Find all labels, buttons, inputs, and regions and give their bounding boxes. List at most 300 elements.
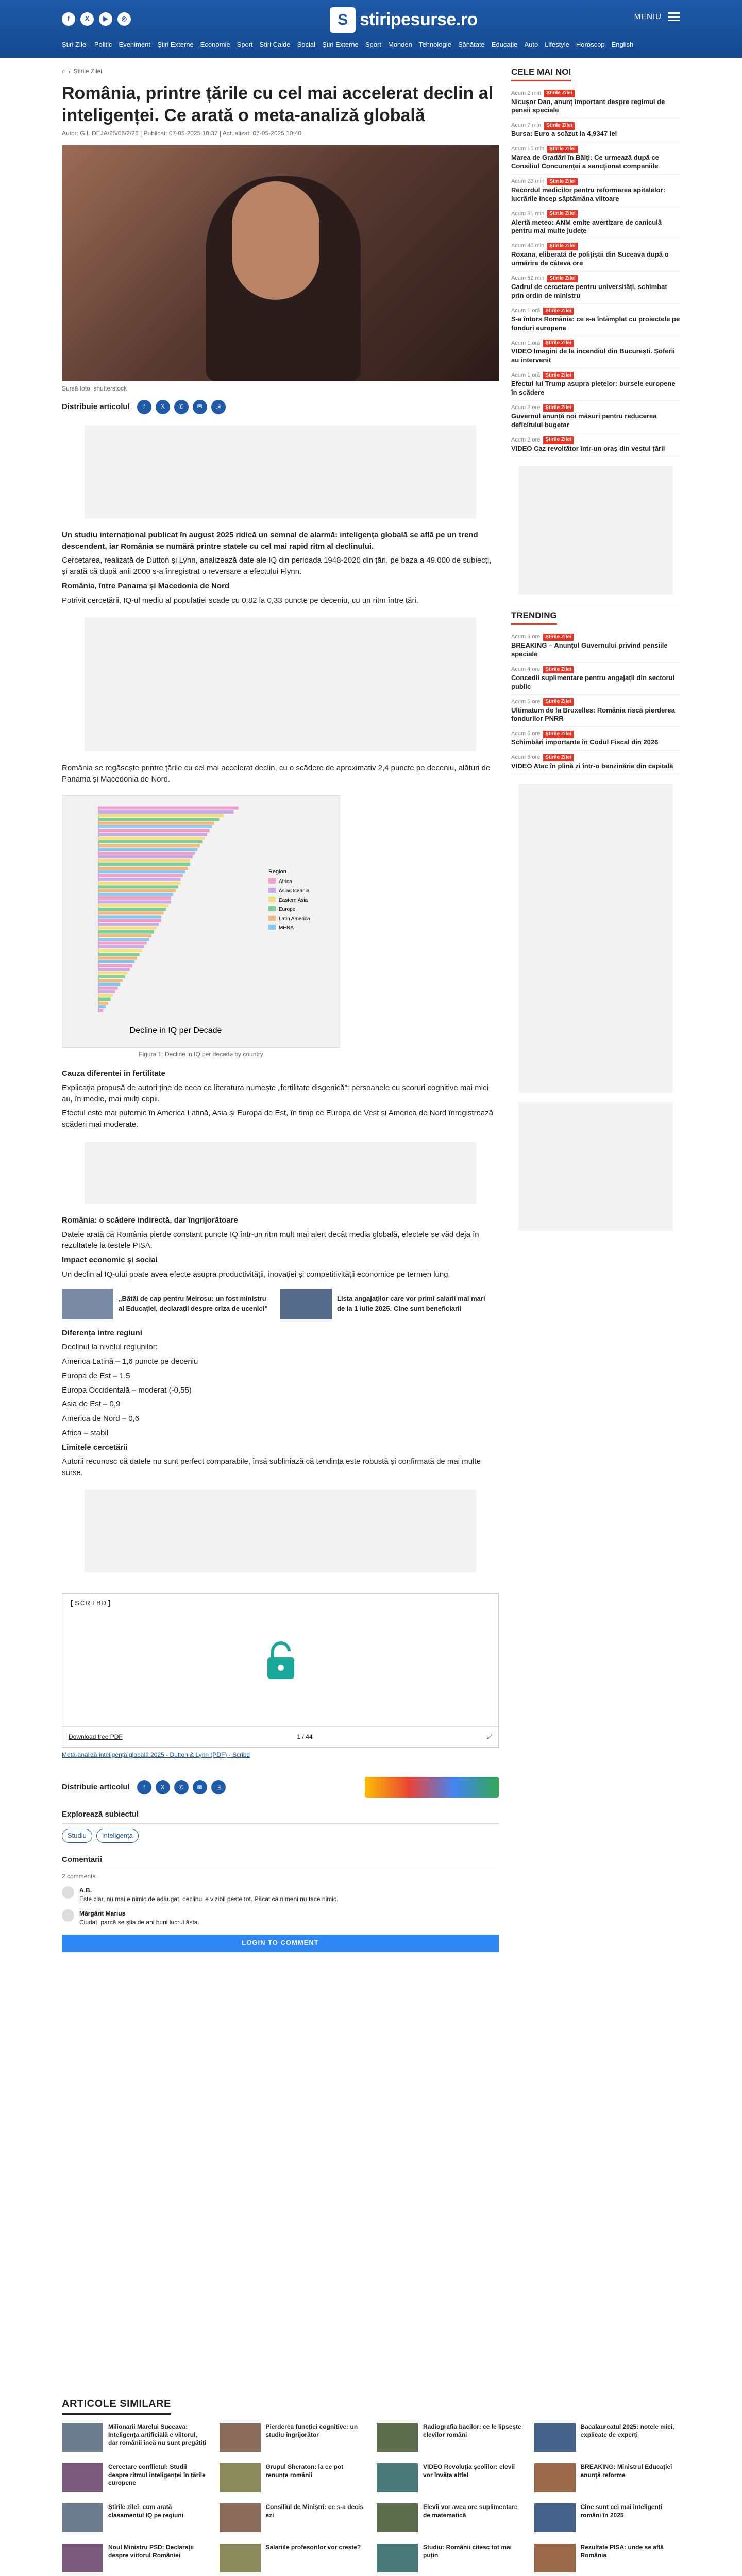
news-time: Acum 31 min — [511, 210, 545, 217]
nav-item[interactable]: Horoscop — [576, 41, 605, 48]
news-time: Acum 7 min — [511, 122, 542, 129]
news-time: Acum 1 oră — [511, 307, 541, 314]
site-logo[interactable] — [330, 7, 478, 33]
comment-text: Este clar, nu mai e nimic de adăugat, declinul e vizibil peste tot. Păcat că nimeni nu face nimic. — [79, 1895, 339, 1903]
sidebar-news-item[interactable] — [511, 401, 680, 433]
ad-slot — [85, 1490, 476, 1572]
link-share-icon[interactable]: ⎘ — [211, 1780, 226, 1794]
sidebar-news-item[interactable] — [511, 663, 680, 695]
similar-article[interactable] — [62, 2423, 208, 2452]
similar-article[interactable] — [62, 2503, 208, 2532]
sidebar-news-item[interactable] — [511, 272, 680, 304]
whatsapp-share-icon[interactable]: ✆ — [174, 1780, 189, 1794]
region-item: Asia de Est – 0,9 — [62, 1400, 121, 1409]
chart-bar — [98, 934, 151, 937]
nav-item[interactable]: Știri Externe — [322, 41, 359, 48]
news-time: Acum 52 min — [511, 275, 545, 282]
chart-legend-swatch — [268, 925, 276, 930]
news-tag: Știrile Zilei — [543, 634, 574, 641]
chart-bar — [98, 975, 125, 978]
news-time: Acum 15 min — [511, 146, 545, 152]
chart-bar — [98, 1009, 103, 1012]
similar-thumbnail — [62, 2423, 103, 2452]
chart-bar — [98, 930, 154, 933]
news-tag: Știrile Zilei — [543, 404, 574, 412]
sidebar-news-item[interactable] — [511, 304, 680, 336]
sidebar-news-item[interactable] — [511, 433, 680, 457]
news-title: VIDEO Imagini de la incendiul din București. Șoferii au intervenit — [511, 347, 675, 364]
latest-news-title: CELE MAI NOI — [511, 66, 571, 81]
chart-bar — [98, 855, 193, 858]
article-paragraph: Un declin al IQ-ului poate avea efecte asupra productivității, inovației și competitivității economice pe termen lung. — [62, 1269, 450, 1279]
similar-title: Milionarii Marelui Suceava: Inteligența artificială e viitorul, dar românii încă nu sunt pregătiți — [108, 2423, 207, 2447]
sidebar-news-item[interactable] — [511, 87, 680, 119]
chart-bar — [98, 837, 205, 840]
similar-thumbnail — [377, 2463, 418, 2492]
similar-article[interactable] — [377, 2423, 523, 2452]
chart-legend-swatch — [268, 897, 276, 902]
chart-bar — [98, 900, 171, 903]
chart-bar — [98, 814, 224, 817]
similar-thumbnail — [534, 2423, 576, 2452]
article-paragraph: Declinul la nivelul regiunilor: — [62, 1343, 158, 1352]
chart-bar — [98, 818, 219, 821]
region-item: Africa – stabil — [62, 1428, 109, 1437]
menu-button[interactable] — [634, 10, 680, 23]
article-paragraph: Autorii recunosc că datele nu sunt perfect comparabile, însă subliniază că tendința este robustă și confirmată de mai multe surse. — [62, 1457, 481, 1478]
article-paragraph: Efectul este mai puternic în America Latină, Asia și Europa de Est, în timp ce Europa de Vest și America de Nord înregistrează scăderi mai moderate. — [62, 1109, 494, 1129]
chart-bar — [98, 825, 212, 828]
news-time: Acum 5 ore — [511, 698, 541, 705]
similar-article[interactable] — [220, 2544, 366, 2572]
share-bar — [62, 400, 499, 414]
region-item: Europa de Est – 1,5 — [62, 1371, 130, 1380]
chart-x-label: Decline in IQ per Decade — [129, 1026, 222, 1035]
chart-bar — [98, 938, 149, 941]
sidebar-news-item[interactable] — [511, 336, 680, 369]
chart-bar — [98, 915, 161, 918]
news-tag: Știrile Zilei — [543, 436, 574, 444]
similar-title: Cine sunt cei mai inteligenți români în 2025 — [580, 2503, 663, 2519]
similar-thumbnail — [377, 2503, 418, 2532]
latest-news-list — [511, 87, 680, 457]
similar-thumbnail — [377, 2544, 418, 2572]
twitter-share-icon[interactable]: X — [156, 1780, 170, 1794]
article-subheading: Impact economic și social — [62, 1256, 158, 1265]
similar-thumbnail — [534, 2463, 576, 2492]
similar-thumbnail — [62, 2503, 103, 2532]
nav-item[interactable]: Stiri Calde — [259, 41, 291, 48]
chart-bar — [98, 810, 234, 814]
news-title: Efectul lui Trump asupra piețelor: bursele europene în scădere — [511, 380, 676, 397]
article-column — [62, 58, 499, 1952]
similar-title: ARTICOLE SIMILARE — [62, 2397, 171, 2415]
sidebar-news-item[interactable] — [511, 207, 680, 240]
chart-bar — [98, 896, 171, 900]
news-time: Acum 3 ore — [511, 634, 541, 640]
news-tag: Știrile Zilei — [547, 210, 578, 218]
news-title: Recordul medicilor pentru reformarea spitalelor: lucrările încep săptămâna viitoare — [511, 185, 666, 202]
similar-thumbnail — [534, 2503, 576, 2532]
comments-title: Comentarii — [62, 1854, 499, 1869]
nav-item[interactable]: Politic — [94, 41, 112, 48]
breadcrumb-separator: / — [69, 67, 71, 75]
chart-bar — [98, 882, 180, 885]
similar-article[interactable] — [534, 2544, 681, 2572]
latest-news-widget — [511, 66, 680, 456]
chart-bar — [98, 997, 110, 1001]
inline-link-thumbnail — [62, 1289, 113, 1319]
news-title: Marea de Gradări în Bălți: Ce urmează după ce Consiliul Concurenței a sancționat companiile — [511, 154, 659, 171]
region-item: America de Nord – 0,6 — [62, 1414, 140, 1423]
article-paragraph: Explicația propusă de autori ține de ceea ce literatura numește „fertilitate disgenică”: persoanele cu scoruri cognitive mai mici au, în medie, mai mulți copii. — [62, 1083, 488, 1104]
similar-article[interactable] — [534, 2423, 681, 2452]
news-tag: Știrile Zilei — [547, 243, 578, 250]
news-time: Acum 2 ore — [511, 436, 541, 443]
chart-bar — [98, 859, 190, 862]
nav-item[interactable]: Știri Externe — [157, 41, 194, 48]
hamburger-icon — [668, 10, 680, 23]
chart-bar — [98, 945, 144, 948]
article-paragraph: Datele arată că România pierde constant puncte IQ într-un ritm mult mai alert decât media globală, efectele se văd deja în rezultatele la testele PISA. — [62, 1230, 479, 1250]
news-title: Roxana, eliberată de polițiștii din Suceava după o urmărire de câteva ore — [511, 250, 669, 267]
figure-caption: Figura 1: Decline in IQ per decade by country — [139, 1050, 263, 1058]
chart-bar — [98, 889, 176, 892]
chart-legend-swatch — [268, 906, 276, 911]
inline-link[interactable] — [280, 1289, 486, 1319]
chart-bar — [98, 848, 197, 851]
chart-bar — [98, 990, 115, 993]
download-pdf-link[interactable]: Download free PDF — [69, 1733, 123, 1740]
article-paragraph: România se regăsește printre țările cu cel mai accelerat declin, cu o scădere de aproximativ 2,4 puncte pe deceniu, alături de Panama și Macedonia de Nord. — [62, 764, 491, 784]
chart-bar — [98, 956, 137, 959]
news-title: Alertă meteo: ANM emite avertizare de caniculă pentru mai multe județe — [511, 218, 662, 235]
similar-title: Grupul Sheraton: la ce pot renunța românii — [265, 2463, 344, 2479]
similar-title: Știrile zilei: cum arată clasamentul IQ pe regiuni — [108, 2503, 184, 2519]
similar-thumbnail — [220, 2463, 261, 2492]
chart-bar — [98, 968, 130, 971]
chart-bar — [98, 919, 161, 922]
similar-article[interactable] — [62, 2463, 208, 2492]
region-item: Europa Occidentală – moderat (-0,55) — [62, 1385, 192, 1395]
ad-slot — [85, 617, 476, 751]
inline-link[interactable] — [62, 1289, 268, 1319]
news-tag: Știrile Zilei — [544, 90, 575, 97]
chart-bar — [98, 923, 159, 926]
nav-item[interactable]: Auto — [524, 41, 538, 48]
comments-count: 2 comments — [62, 1872, 96, 1880]
youtube-icon[interactable]: ▶ — [99, 12, 112, 26]
nav-item[interactable]: English — [611, 41, 634, 48]
chart-bar — [98, 949, 142, 952]
similar-articles — [62, 2397, 680, 2572]
breadcrumb — [62, 66, 499, 77]
photo-caption: Sursă foto: shutterstock — [62, 385, 127, 393]
news-title: Ultimatum de la Bruxelles: România riscă pierderea fondurilor PNRR — [511, 706, 675, 723]
news-title: Guvernul anunță noi măsuri pentru reducerea deficitului bugetar — [511, 412, 657, 429]
news-title: Concedii suplimentare pentru angajații din sectorul public — [511, 673, 675, 690]
news-title: VIDEO Atac în plină zi într-o benzinărie din capitală — [511, 762, 673, 770]
email-share-icon[interactable]: ✉ — [193, 1780, 207, 1794]
similar-thumbnail — [377, 2423, 418, 2452]
chart-bar — [98, 806, 239, 809]
sidebar-news-item[interactable] — [511, 118, 680, 142]
news-title: VIDEO Caz revoltător într-un oraș din vestul țării — [511, 444, 665, 452]
breadcrumb-section[interactable]: Știrile Zilei — [73, 67, 102, 75]
chart-bar — [98, 1005, 106, 1008]
similar-title: VIDEO Revoluția școlilor: elevii vor învăța altfel — [423, 2463, 515, 2479]
similar-title: Noul Ministru PSD: Declarații despre viitorul României — [108, 2544, 194, 2559]
main-content — [62, 58, 680, 2381]
scribd-label: [SCRIBD] — [70, 1599, 113, 1608]
hero-image — [62, 145, 499, 381]
nav-item[interactable]: Sport — [237, 41, 253, 48]
scribd-toolbar — [62, 1726, 498, 1747]
chart-bar — [98, 960, 134, 963]
sidebar-ad-tall — [518, 784, 673, 1093]
logo-text: stiripesurse.ro — [360, 10, 478, 30]
article-lead: Un studiu internațional publicat în august 2025 ridică un semnal de alarmă: inteligența globală se află pe un trend descendent, iar România se numără printre statele cu cel mai rapid ritm al declinului. — [62, 530, 478, 551]
sidebar-news-item[interactable] — [511, 368, 680, 401]
email-share-icon[interactable]: ✉ — [193, 400, 207, 414]
news-tag: Știrile Zilei — [543, 754, 574, 762]
similar-article[interactable] — [534, 2503, 681, 2532]
inline-link-title: „Bătăi de cap pentru Meirosu: un fost ministru al Educației, declarații despre criza de ucenici” — [119, 1294, 268, 1312]
similar-title: Elevii vor avea ore suplimentare de matematică — [423, 2503, 518, 2519]
similar-thumbnail — [534, 2544, 576, 2572]
chart-svg — [62, 796, 341, 1048]
share-label: Distribuie articolul — [62, 402, 130, 411]
article-meta: Autor: G.L.DEJA/25/06/2/26 | Publicat: 07-05-2025 10:37 | Actualizat: 07-05-2025 10:40 — [62, 130, 302, 137]
similar-title: Radiografia bacilor: ce le lipsește elevilor români — [423, 2423, 521, 2438]
twitter-icon[interactable]: X — [80, 12, 94, 26]
similar-article[interactable] — [377, 2463, 523, 2492]
chart-bar — [98, 833, 207, 836]
link-share-icon[interactable]: ⎘ — [211, 400, 226, 414]
article-subheading: Diferența intre regiuni — [62, 1328, 142, 1337]
chart-bar — [98, 867, 188, 870]
similar-article[interactable] — [534, 2463, 681, 2492]
facebook-share-icon[interactable]: f — [137, 1780, 151, 1794]
chart-bar — [98, 821, 214, 824]
chart-bar — [98, 878, 180, 881]
twitter-share-icon[interactable]: X — [156, 400, 170, 414]
similar-article[interactable] — [220, 2503, 366, 2532]
article-body — [62, 530, 499, 1760]
chart-bar — [98, 874, 183, 877]
similar-article[interactable] — [377, 2503, 523, 2532]
sidebar-news-item[interactable] — [511, 727, 680, 751]
comment-author: Mărgărit Marius — [79, 1909, 126, 1917]
sidebar-news-item[interactable] — [511, 751, 680, 774]
related-inline-links — [62, 1289, 499, 1319]
article-subheading: România, între Panama și Macedonia de Nord — [62, 581, 230, 590]
top-nav — [62, 40, 633, 50]
iq-decline-chart — [62, 795, 340, 1048]
tag-inteligenta[interactable]: Inteligența — [96, 1829, 139, 1843]
chart-legend-label: MENA — [279, 925, 294, 931]
login-to-comment-button[interactable]: LOGIN TO COMMENT — [62, 1935, 499, 1952]
news-time: Acum 2 min — [511, 90, 542, 96]
chart-bar — [98, 986, 118, 989]
chart-legend-label: Eastern Asia — [279, 897, 308, 903]
news-title: Nicușor Dan, anunț important despre regimul de pensii speciale — [511, 97, 665, 114]
nav-item[interactable]: Monden — [387, 41, 412, 48]
similar-thumbnail — [220, 2503, 261, 2532]
fullscreen-icon[interactable]: ⤢ — [487, 1733, 492, 1740]
news-time: Acum 6 ore — [511, 754, 541, 761]
menu-label: MENIU — [634, 12, 662, 21]
tags-title: Explorează subiectul — [62, 1809, 499, 1824]
sidebar-news-item[interactable] — [511, 695, 680, 727]
scribd-source[interactable]: Meta-analiză inteligență globală 2025 - Dutton & Lynn (PDF) · Scribd — [62, 1751, 250, 1758]
avatar — [62, 1909, 74, 1922]
similar-article[interactable] — [377, 2544, 523, 2572]
ad-slot — [85, 1142, 476, 1204]
similar-title: Consiliul de Miniștri: ce s-a decis azi — [265, 2503, 363, 2519]
similar-article[interactable] — [220, 2423, 366, 2452]
nav-item[interactable]: Economie — [200, 41, 230, 48]
news-time: Acum 40 min — [511, 243, 545, 249]
facebook-share-icon[interactable]: f — [137, 400, 151, 414]
nav-item[interactable]: Social — [297, 41, 316, 48]
logo-mark-icon: S — [330, 7, 356, 33]
similar-title: Salariile profesorilor vor crește? — [265, 2544, 361, 2551]
chart-bar — [98, 941, 147, 944]
social-links — [62, 12, 131, 26]
news-time: Acum 2 ore — [511, 404, 541, 411]
chart-bar — [98, 982, 120, 986]
news-tag: Știrile Zilei — [547, 146, 578, 154]
similar-title: Rezultate PISA: unde se află România — [580, 2544, 664, 2559]
news-time: Acum 1 oră — [511, 340, 541, 346]
sidebar-news-item[interactable] — [511, 142, 680, 175]
similar-thumbnail — [220, 2544, 261, 2572]
similar-thumbnail — [62, 2544, 103, 2572]
chart-bar — [98, 994, 113, 997]
inline-link-thumbnail — [280, 1289, 332, 1319]
regions-list — [62, 1356, 499, 1439]
news-tag: Știrile Zilei — [547, 275, 578, 283]
news-time: Acum 1 oră — [511, 372, 541, 379]
chart-legend-swatch — [268, 878, 276, 884]
nav-item[interactable]: Sport — [365, 41, 381, 48]
chart-bar — [98, 904, 168, 907]
sidebar-news-item[interactable] — [511, 239, 680, 272]
chart-bar — [98, 893, 173, 896]
home-icon[interactable]: ⌂ — [62, 67, 66, 75]
news-tag: Știrile Zilei — [543, 731, 574, 738]
chart-bar — [98, 840, 203, 843]
comment — [62, 1909, 499, 1927]
trending-title: TRENDING — [511, 609, 557, 625]
chart-bar — [98, 852, 195, 855]
news-title: BREAKING – Anunțul Guvernului privind pensiile speciale — [511, 641, 668, 658]
tags-list — [62, 1829, 499, 1843]
similar-article[interactable] — [62, 2544, 208, 2572]
instagram-icon[interactable]: ◎ — [117, 12, 131, 26]
chart-legend-label: Latin America — [279, 916, 310, 922]
chart-bar — [98, 844, 200, 847]
similar-title: Bacalaureatul 2025: notele mici, explicate de experți — [580, 2423, 674, 2438]
article-subheading: Cauza diferentei in fertilitate — [62, 1069, 165, 1078]
nav-item[interactable]: Educație — [491, 41, 518, 48]
nav-item[interactable]: Tehnologie — [418, 41, 451, 48]
google-news-banner[interactable] — [365, 1777, 499, 1798]
chart-legend-swatch — [268, 888, 276, 893]
chart-legend-swatch — [268, 916, 276, 921]
ad-slot — [85, 426, 476, 518]
news-tag: Știrile Zilei — [543, 666, 574, 674]
sidebar — [511, 58, 680, 1240]
chart-bar — [98, 885, 178, 888]
nav-item[interactable]: Eveniment — [119, 41, 150, 48]
page-counter: 1 / 44 — [297, 1733, 313, 1740]
news-tag: Știrile Zilei — [543, 372, 574, 380]
chart-bar — [98, 862, 190, 866]
nav-item[interactable]: Sănătate — [458, 41, 485, 48]
trending-widget — [511, 604, 680, 774]
chart-bar — [98, 829, 210, 832]
similar-grid — [62, 2423, 680, 2572]
similar-title: Pierderea funcției cognitive: un studiu îngrijorător — [265, 2423, 358, 2438]
tag-studiu[interactable]: Studiu — [62, 1829, 92, 1843]
chart-bar — [98, 870, 185, 873]
sidebar-news-item[interactable] — [511, 175, 680, 207]
news-tag: Știrile Zilei — [544, 122, 575, 130]
news-time: Acum 4 ore — [511, 666, 541, 672]
news-tag: Știrile Zilei — [543, 698, 574, 706]
chart-bar — [98, 971, 127, 974]
similar-thumbnail — [62, 2463, 103, 2492]
inline-link-title: Lista angajaților care vor primi salarii mai mari de la 1 iulie 2025. Cine sunt beneficiarii — [337, 1294, 485, 1312]
article-subheading: Limitele cercetării — [62, 1443, 128, 1452]
news-title: S-a întors România: ce s-a întâmplat cu proiectele pe fonduri europene — [511, 315, 680, 332]
similar-title: Cercetare conflictul: Studii despre ritmul inteligenței în țările europene — [108, 2463, 206, 2487]
nav-item[interactable]: Lifestyle — [545, 41, 569, 48]
article-title: România, printre țările cu cel mai accelerat declin al inteligenței. Ce arată o meta-analiză globală — [62, 83, 494, 125]
article-paragraph: Cercetarea, realizată de Dutton și Lynn, analizează date ale IQ din perioada 1948-2020 din țări, pe baza a 49.000 de subiecți, și arată că după anii 2000 s-a înregistrat o reversare a efectului Flynn. — [62, 556, 492, 577]
news-title: Schimbări importante în Codul Fiscal din 2026 — [511, 738, 659, 747]
scribd-embed[interactable] — [62, 1593, 499, 1748]
sidebar-ad — [518, 1102, 673, 1231]
news-time: Acum 5 ore — [511, 731, 541, 737]
share-bar-bottom — [62, 1777, 499, 1798]
nav-item[interactable]: Știri Zilei — [62, 41, 88, 48]
article-paragraph: Potrivit cercetării, IQ-ul mediu al populației scade cu 0,82 la 0,33 puncte pe deceniu, cu un ritm între țări. — [62, 596, 419, 605]
similar-article[interactable] — [220, 2463, 366, 2492]
chart-legend-label: Asia/Oceania — [279, 888, 310, 894]
chart-bar — [98, 1002, 108, 1005]
chart-bar — [98, 964, 132, 967]
whatsapp-share-icon[interactable]: ✆ — [174, 400, 189, 414]
news-time: Acum 23 min — [511, 178, 545, 184]
share-label: Distribuie articolul — [62, 1783, 130, 1792]
chart-bar — [98, 908, 166, 911]
sidebar-news-item[interactable] — [511, 630, 680, 663]
news-tag: Știrile Zilei — [543, 340, 574, 347]
chart-legend-label: Europe — [279, 906, 296, 912]
facebook-icon[interactable]: f — [62, 12, 75, 26]
lock-icon — [264, 1640, 297, 1681]
similar-title: BREAKING: Ministrul Educației anunță reforme — [580, 2463, 672, 2479]
trending-list — [511, 630, 680, 774]
similar-title: Studiu: Românii citesc tot mai puțin — [423, 2544, 512, 2559]
chart-bar — [98, 953, 140, 956]
news-title: Bursa: Euro a scăzut la 4,9347 lei — [511, 130, 617, 138]
news-tag: Știrile Zilei — [547, 178, 578, 186]
sidebar-ad — [518, 466, 673, 595]
